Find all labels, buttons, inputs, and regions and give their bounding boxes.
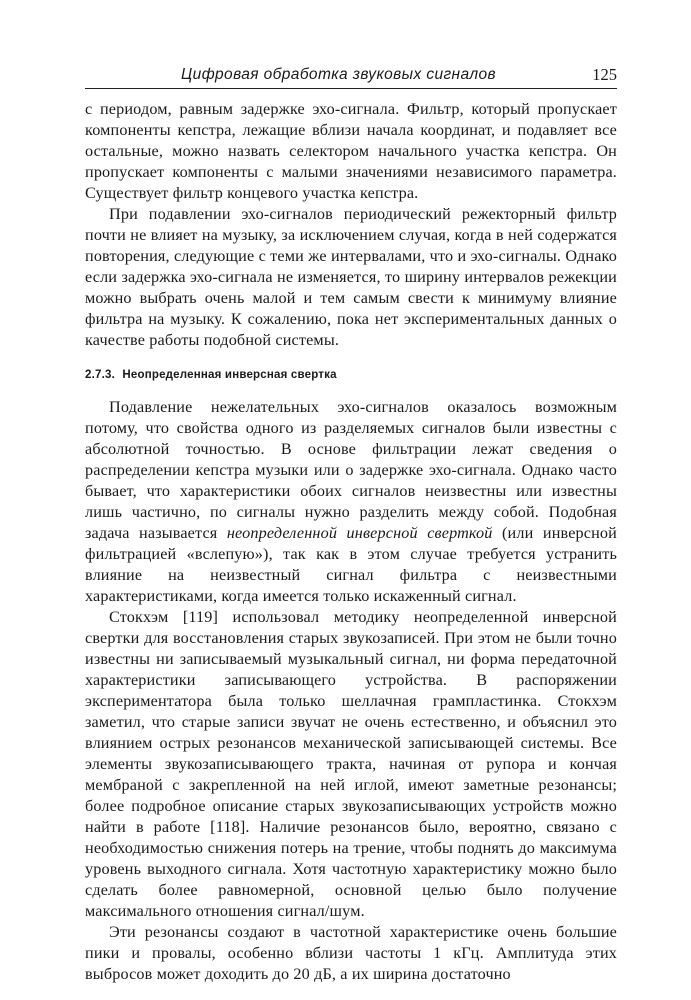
page-number: 125	[592, 65, 617, 84]
running-header	[85, 66, 617, 89]
section-title: Неопределенная инверсная свертка	[122, 369, 337, 381]
paragraph-4: Стокхэм [119] использовал методику неопределенной инверсной свертки для восстановления старых звукозаписей. При этом не были точно известны ни записываемый музыкальный сигнал, ни форма передаточной характеристики записывающего устройства. В распоряжении экспериментатора была только шеллачная грампластинка. Стокхэм заметил, что старые записи звучат не очень естественно, и объяснил это влиянием острых резонансов механической записывающей системы. Все элементы звукозаписывающего тракта, начиная от рупора и кончая мембраной с закрепленной на ней иглой, имеют заметные резонансы; более подробное описание старых звукозаписывающих устройств можно найти в работе [118]. Наличие резонансов было, вероятно, связано с необходимостью снижения потерь на трение, чтобы поднять до максимума уровень выходного сигнала. Хотя частотную характеристику можно было сделать более равномерной, основной целью было получение максимального отношения сигнал/шум.	[85, 608, 617, 920]
paragraph-5: Эти резонансы создают в частотной характеристике очень большие пики и провалы, особенно вблизи частоты 1 кГц. Амплитуда этих выбросов может доходить до 20 дБ, а их ширина достаточно	[85, 923, 617, 983]
paragraph-3-text-before: Подавление нежелательных эхо-сигналов оказалось возможным потому, что свойства одного из разделяемых сигналов были известны с абсолютной точностью. В основе фильтрации лежат сведения о распределении кепстра музыки или о задержке эхо-сигнала. Однако часто бывает, что характеристики обоих сигналов неизвестны или известны лишь частично, по сигналы нужно разделить между собой. Подобная задача называется	[85, 398, 617, 542]
paragraph-1: с периодом, равным задержке эхо-сигнала. Фильтр, который пропускает компоненты кепстра, лежащие вблизи начала координат, и подавляет все остальные, можно назвать селектором начального участка кепстра. Он пропускает компоненты с малыми значениями независимого параметра. Существует фильтр концевого участка кепстра.	[85, 100, 617, 202]
paragraph-3-term: неопределенной инверсной сверткой	[226, 524, 493, 542]
running-title: Цифровая обработка звуковых сигналов	[181, 66, 496, 83]
paragraph-3-text-after: (или инверсной фильтрацией «вслепую»), так как в этом случае требуется устранить влияние на неизвестный сигнал фильтра с неизвестными характеристиками, когда имеется только искаженный сигнал.	[85, 524, 617, 605]
body-text	[85, 99, 617, 985]
section-number: 2.7.3.	[85, 369, 115, 381]
section-heading	[85, 368, 617, 382]
paragraph-2: При подавлении эхо-сигналов периодический режекторный фильтр почти не влияет на музыку, за исключением случая, когда в ней содержатся повторения, следующие с теми же интервалами, что и эхо-сигналы. Однако если задержка эхо-сигнала не изменяется, то ширину интервалов режекции можно выбрать очень малой и тем самым свести к минимуму влияние фильтра на музыку. К сожалению, пока нет экспериментальных данных о качестве работы подобной системы.	[85, 205, 617, 349]
paragraph-3	[85, 397, 617, 607]
